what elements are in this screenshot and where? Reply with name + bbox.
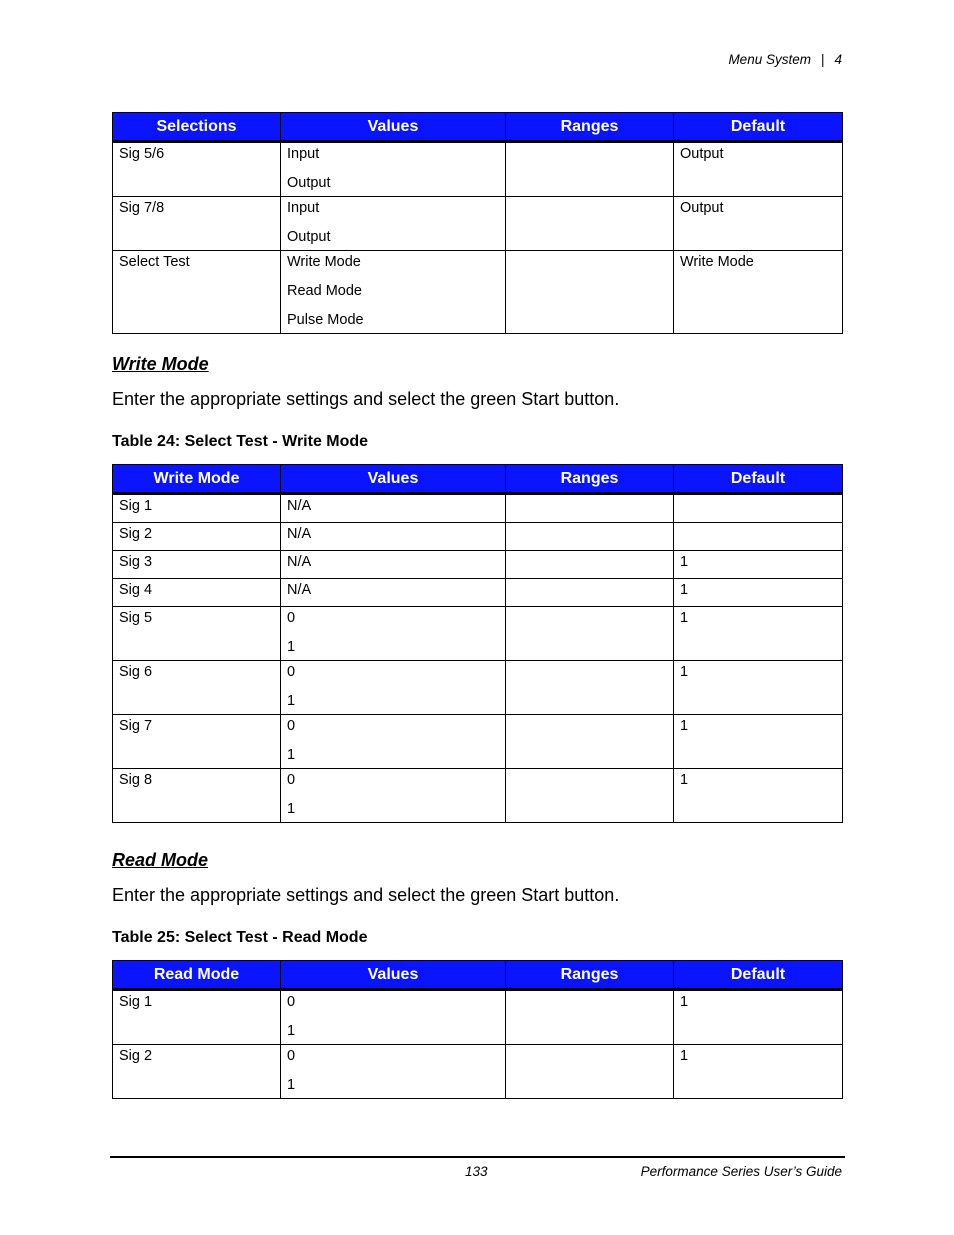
column-header: Selections — [113, 113, 281, 142]
header-separator: | — [820, 52, 825, 67]
table-row — [113, 661, 843, 715]
column-header: Default — [674, 465, 843, 494]
value-option: N/A — [287, 526, 312, 542]
row-default — [674, 494, 843, 523]
row-range — [506, 494, 674, 523]
value-option: Input — [287, 146, 320, 162]
row-range — [506, 551, 674, 579]
write-mode-instructions: Enter the appropriate settings and select the green Start button. — [112, 389, 620, 409]
row-default: Output — [674, 142, 843, 197]
row-name: Sig 7 — [113, 715, 281, 769]
header-chapter: 4 — [834, 52, 842, 67]
value-option: 0 — [287, 1048, 296, 1064]
read-mode-table-caption: Table 25: Select Test - Read Mode — [112, 929, 368, 946]
guide-title: Performance Series User’s Guide — [640, 1164, 842, 1179]
read-mode-instructions: Enter the appropriate settings and select the green Start button. — [112, 885, 620, 905]
table-header-row — [113, 465, 843, 494]
value-option: 1 — [287, 1077, 296, 1093]
row-values — [281, 251, 506, 334]
row-values — [281, 1045, 506, 1099]
row-values — [281, 494, 506, 523]
value-option: Output — [287, 175, 331, 191]
footer-divider — [110, 1156, 845, 1158]
table-row — [113, 1045, 843, 1099]
column-header: Write Mode — [113, 465, 281, 494]
table-row — [113, 551, 843, 579]
column-header: Default — [674, 113, 843, 142]
row-values — [281, 607, 506, 661]
value-option: Output — [287, 229, 331, 245]
row-name: Sig 2 — [113, 1045, 281, 1099]
row-range — [506, 990, 674, 1045]
value-option: Write Mode — [287, 254, 361, 270]
row-default: 1 — [674, 607, 843, 661]
row-name: Sig 3 — [113, 551, 281, 579]
read-mode-heading: Read Mode — [112, 850, 209, 870]
row-name: Sig 2 — [113, 523, 281, 551]
value-option: 0 — [287, 610, 296, 626]
value-option: 0 — [287, 718, 296, 734]
row-values — [281, 142, 506, 197]
table-row — [113, 142, 843, 197]
table-header-row — [113, 961, 843, 990]
table-header-row — [113, 113, 843, 142]
value-option: N/A — [287, 554, 312, 570]
table-row — [113, 715, 843, 769]
row-name: Sig 1 — [113, 990, 281, 1045]
row-name: Sig 4 — [113, 579, 281, 607]
row-values — [281, 579, 506, 607]
column-header: Ranges — [506, 465, 674, 494]
row-values — [281, 769, 506, 823]
row-range — [506, 769, 674, 823]
row-values — [281, 661, 506, 715]
value-option: 1 — [287, 693, 296, 709]
column-header: Ranges — [506, 961, 674, 990]
table-row — [113, 579, 843, 607]
running-header — [728, 52, 842, 67]
row-range — [506, 607, 674, 661]
row-range — [506, 251, 674, 334]
table-row — [113, 523, 843, 551]
row-default — [674, 523, 843, 551]
row-default: 1 — [674, 715, 843, 769]
row-range — [506, 715, 674, 769]
row-name: Sig 5/6 — [113, 142, 281, 197]
write-mode-table — [112, 464, 843, 823]
row-default: Output — [674, 197, 843, 251]
column-header: Default — [674, 961, 843, 990]
value-option: N/A — [287, 498, 312, 514]
value-option: 1 — [287, 801, 296, 817]
value-option: Input — [287, 200, 320, 216]
row-name: Sig 5 — [113, 607, 281, 661]
row-values — [281, 551, 506, 579]
header-section: Menu System — [728, 52, 811, 67]
column-header: Values — [281, 113, 506, 142]
table-row — [113, 607, 843, 661]
write-mode-table-caption: Table 24: Select Test - Write Mode — [112, 433, 369, 450]
row-range — [506, 523, 674, 551]
write-mode-heading: Write Mode — [112, 354, 209, 374]
row-default: 1 — [674, 551, 843, 579]
column-header: Ranges — [506, 113, 674, 142]
row-default: 1 — [674, 579, 843, 607]
row-range — [506, 661, 674, 715]
value-option: 1 — [287, 639, 296, 655]
read-mode-table — [112, 960, 843, 1099]
column-header: Read Mode — [113, 961, 281, 990]
row-name: Sig 8 — [113, 769, 281, 823]
row-range — [506, 579, 674, 607]
row-values — [281, 715, 506, 769]
page-number: 133 — [465, 1164, 488, 1179]
table-row — [113, 494, 843, 523]
row-default: 1 — [674, 769, 843, 823]
value-option: 0 — [287, 994, 296, 1010]
row-name: Sig 6 — [113, 661, 281, 715]
value-option: Read Mode — [287, 283, 362, 299]
row-name: Select Test — [113, 251, 281, 334]
value-option: N/A — [287, 582, 312, 598]
row-default: Write Mode — [674, 251, 843, 334]
value-option: 1 — [287, 1023, 296, 1039]
table-row — [113, 769, 843, 823]
row-values — [281, 197, 506, 251]
value-option: 0 — [287, 772, 296, 788]
value-option: 1 — [287, 747, 296, 763]
row-default: 1 — [674, 990, 843, 1045]
row-default: 1 — [674, 661, 843, 715]
row-values — [281, 990, 506, 1045]
row-range — [506, 1045, 674, 1099]
column-header: Values — [281, 465, 506, 494]
table-row — [113, 251, 843, 334]
table-row — [113, 990, 843, 1045]
value-option: 0 — [287, 664, 296, 680]
row-range — [506, 197, 674, 251]
selections-table — [112, 112, 843, 334]
column-header: Values — [281, 961, 506, 990]
row-default: 1 — [674, 1045, 843, 1099]
row-values — [281, 523, 506, 551]
value-option: Pulse Mode — [287, 312, 364, 328]
row-range — [506, 142, 674, 197]
row-name: Sig 7/8 — [113, 197, 281, 251]
table-row — [113, 197, 843, 251]
row-name: Sig 1 — [113, 494, 281, 523]
